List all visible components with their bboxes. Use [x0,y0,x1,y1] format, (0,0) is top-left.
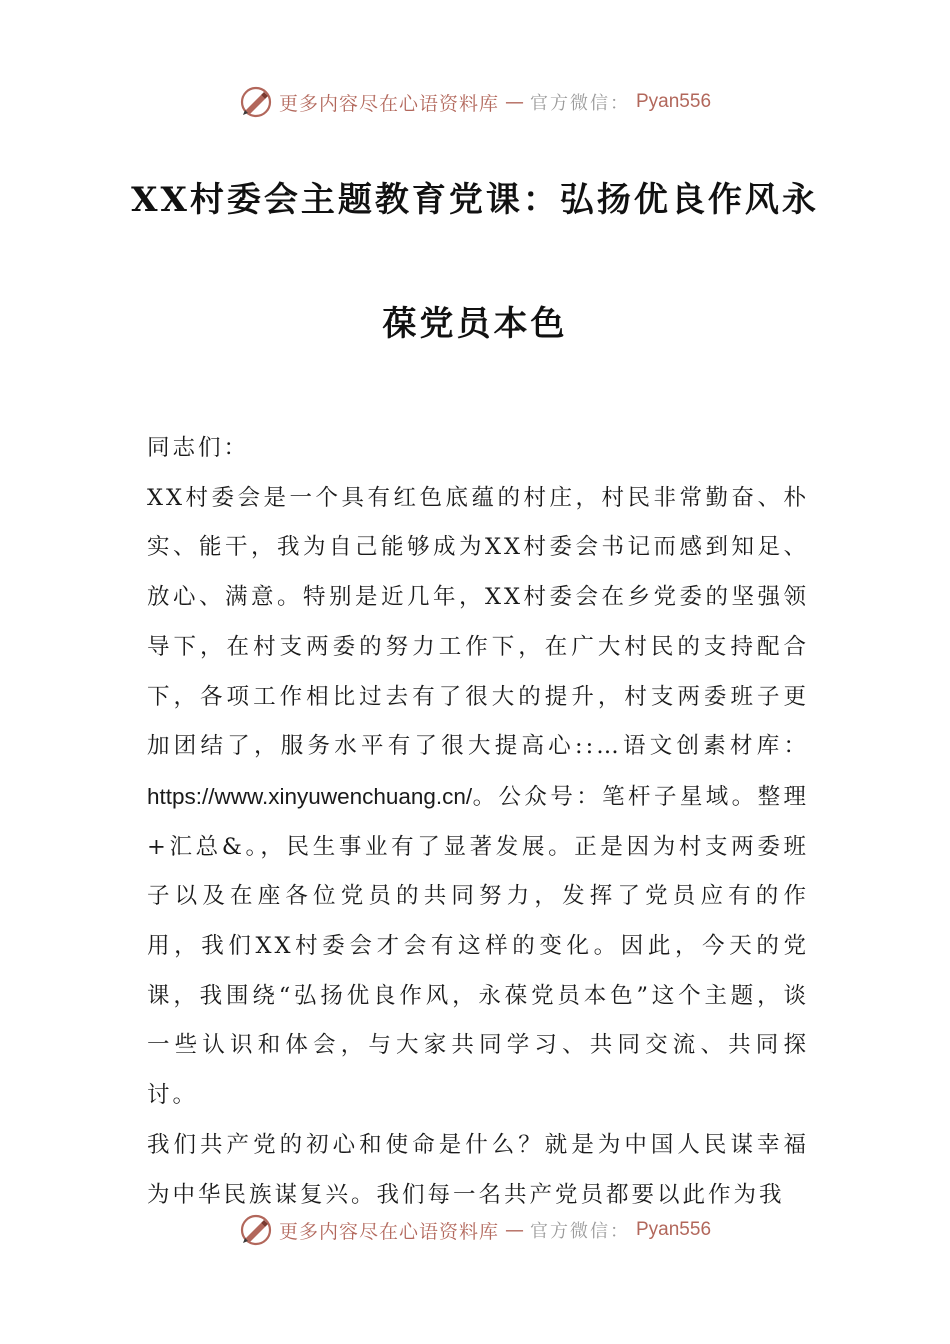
paragraph-1-text-a: XX村委会是一个具有红色底蕴的村庄，村民非常勤奋、朴实、能干，我为自己能够成为XX村委会书记而感到知足、放心、满意。特别是近几年，XX村委会在乡党委的坚强领导下，在村支两委的努力工作下，在广大村民的支持配合下，各项工作相比过去有了很大的提升，村支两委班子更加团结了，服务水平有了很大提高心::…语文创素材库： [147,484,809,760]
watermark-text: 更多内容尽在心语资料库 [278,92,499,115]
paragraph-1-url: https://www.xinyuwenchuang.cn/ [147,783,473,809]
document-body [147,424,809,1220]
paragraph-2: 我们共产党的初心和使命是什么？就是为中国人民谋幸福为中华民族谋复兴。我们每一名共产党员都要以此作为我 [147,1131,809,1208]
paragraph-1-text-b: 。公众号：笔杆子星域。整理+汇总&。，民生事业有了显著发展。正是因为村支两委班子以及在座各位党员的共同努力，发挥了党员应有的作用，我们XX村委会才会有这样的变化。因此，今天的党课，我围绕“弘扬优良作风，永葆党员本色”这个主题，谈一些认识和体会，与大家共同学习、共同交流、共同探讨。 [147,783,809,1109]
pen-logo-icon [239,85,273,119]
watermark-label: 官方微信： [530,1221,630,1242]
watermark-text: 更多内容尽在心语资料库 [278,1220,499,1243]
watermark-id: Pyan556 [636,1219,712,1240]
watermark-id: Pyan556 [636,91,712,112]
watermark-separator: — [505,91,524,113]
document-title-line2: 葆党员本色 [382,304,568,344]
paragraph-1 [147,474,809,1121]
document-title-line1: XX村委会主题教育党课：弘扬优良作风永 [131,180,819,220]
watermark-banner-bottom [0,1208,950,1252]
pen-logo-icon [239,1213,273,1247]
watermark-banner-top [0,80,950,124]
watermark-separator: — [505,1219,524,1241]
greeting: 同志们： [147,435,250,461]
watermark-label: 官方微信： [530,93,630,114]
